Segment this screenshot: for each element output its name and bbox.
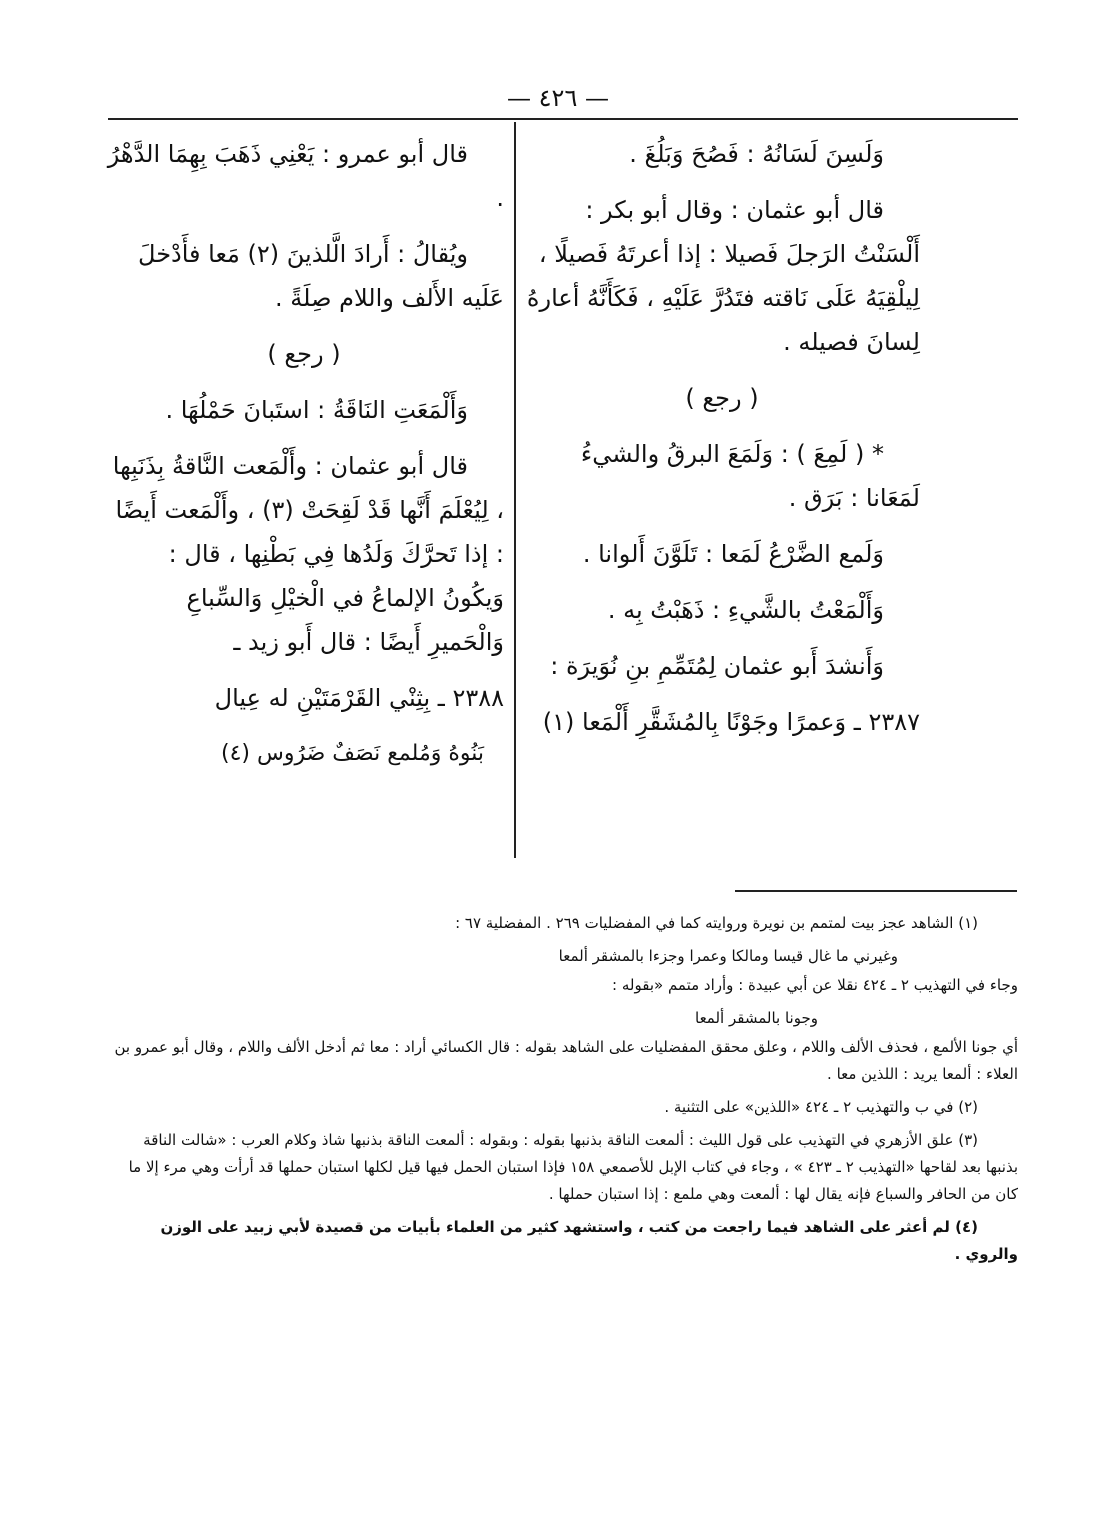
footnotes (108, 910, 1018, 1274)
paragraph: * ( لَمِعَ ) : وَلَمَعَ البرقُ والشيءُ لَمَعَانا : بَرَق . (580, 440, 920, 512)
footnote-2: (٢) في ب والتهذيب ٢ ـ ٤٢٤ «اللذين» على التثنية . (664, 1098, 978, 1116)
section-heading: ( رجع ) (685, 384, 759, 412)
paragraph: قال أبو عثمان : وأَلْمَعت النَّاقةُ بِذَنَبِها ، لِيُعْلَمَ أَنَّها قَدْ لَقِحَتْ (٣) ، وأَلْمَعت أَيضًا : إذا تَحرَّكَ وَلَدُها فِي بَطْنِها ، قال : وَيكُونُ الإلماعُ في الْخيْلِ وَالسِّباعِ وَالْحَميرِ أَيضًا : قال أَبو زيد ـ (112, 452, 504, 656)
footnote-1: (١) الشاهد عجز بيت لمتمم بن نويرة وروايته كما في المفضليات ٢٦٩ . المفضلية ٦٧ : (455, 914, 978, 932)
right-column (524, 132, 920, 756)
paragraph: ويُقالُ : أَرادَ الَّلذينَ (٢) مَعا فأَدْخلَ عَلَيه الأَلف واللام صِلَةً . (138, 240, 504, 312)
left-column (104, 132, 504, 788)
footnote-4: (٤) لم أعثر على الشاهد فيما راجعت من كتب ، واستشهد كثير من العلماء بأبيات من قصيدة لأبي زبيد على الوزن والروي . (160, 1218, 1018, 1263)
header-rule (108, 118, 1018, 120)
paragraph: قال أبو عمرو : يَعْنِي ذَهَبَ بِهِمَا الدَّهْرُ . (107, 140, 504, 212)
section-heading: ( رجع ) (267, 340, 341, 368)
paragraph: وَلَسِنَ لَسَانُهُ : فَصُحَ وَبَلُغَ . (629, 140, 884, 168)
footnote-verse: وجونا بالمشقر ألمعا (695, 1009, 818, 1027)
footnote-3: (٣) علق الأزهري في التهذيب على قول الليث : ألمعت الناقة بذنبها بقوله : وبقوله : ألمعت الناقة بذنبها شاذ وكلام العرب : «شالت الناقة بذنبها بعد لقاحها «التهذيب ٢ ـ ٤٢٣ » ، وجاء في كتاب الإبل للأصمعي ١٥٨ فإذا استبان الحمل فيها قيل لكلها استبان حملها قد أرأت وهي مرء إلا ما كان من الحافر والسباع فإنه يقال لها : ألمعت وهي ملمع : إذا استبان حملها . (128, 1131, 1018, 1203)
column-divider (514, 122, 516, 858)
paragraph: قال أبو عثمان : وقال أبو بكر : أَلْسَنْتُ الرَجلَ فَصيلا : إذا أعرتَهُ فَصيلًا ، لِيلْقِيَهُ عَلَى نَاقته فتَدُرَّ عَلَيْهِ ، فَكَأَنَّهُ أعارهُ لِسانَ فصيله . (526, 196, 920, 356)
paragraph: وَأَلْمَعْتُ بالشَّيءِ : ذَهَبْتُ بِه . (607, 596, 884, 624)
footnote-1-cont: وجاء في التهذيب ٢ ـ ٤٢٤ نقلا عن أبي عبيدة : وأراد متمم «بقوله : (612, 976, 1018, 994)
page-number: — ٤٢٦ — (507, 84, 609, 112)
paragraph: وَأَنشدَ أَبو عثمان لِمُتَمِّمِ بنِ نُوَيرَة : (550, 652, 884, 680)
verse-line: بَنُوهُ وَمُلمع نَصَفٌ ضَرُوس (٤) (220, 741, 484, 766)
paragraph: وَأَلْمَعَتِ النَاقَةُ : استَبانَ حَمْلُهَا . (165, 396, 468, 424)
paragraph: وَلَمع الضَّرْعُ لَمَعا : تَلَوَّنَ أَلوانا . (582, 540, 884, 568)
verse-line: ٢٣٨٧ ـ وَعمرًا وجَوْنًا بِالمُشَقَّرِ أَلْمَعا (١) (542, 708, 920, 736)
footnote-verse: وغيرني ما غال قيسا ومالكا وعمرا وجزءا بالمشقر ألمعا (558, 947, 898, 965)
footnote-rule (735, 890, 1017, 892)
verse-line: ٢٣٨٨ ـ بِثِنْي القَرْمَتَيْنِ له عِيال (214, 684, 504, 712)
footnote-1-cont: أي جونا الألمع ، فحذف الألف واللام ، وعلق محقق المفضليات على الشاهد بقوله : قال الكسائي أراد : معا ثم أدخل الألف واللام ، وقال أبو عمرو بن العلاء : ألمعا يريد : اللذين معا . (114, 1038, 1018, 1083)
